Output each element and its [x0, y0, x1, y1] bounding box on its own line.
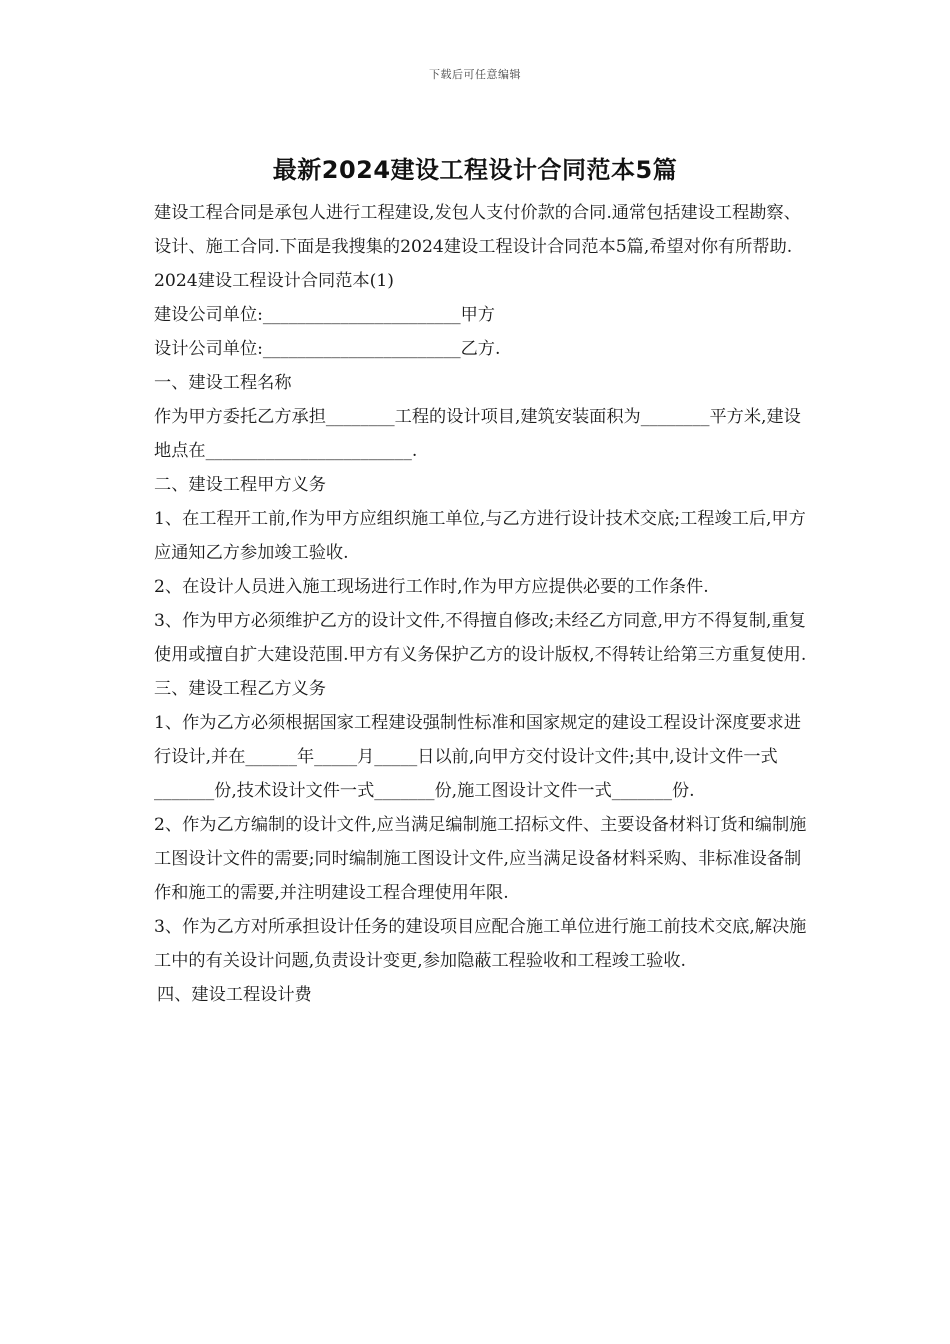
section-heading: 四、建设工程设计费: [157, 985, 312, 1005]
clause-paragraph: 2、作为乙方编制的设计文件,应当满足编制施工招标文件、主要设备材料订货和编制施工图设计文件的需要;同时编制施工图设计文件,应当满足设备材料采购、非标准设备制作和施工的需要,并注明建设工程合理使用年限.: [154, 815, 807, 903]
clause-paragraph: 3、作为甲方必须维护乙方的设计文件,不得擅自修改;未经乙方同意,甲方不得复制,重复使用或擅自扩大建设范围.甲方有义务保护乙方的设计版权,不得转让给第三方重复使用.: [154, 611, 807, 665]
party-a-line: 建设公司单位:_______________________甲方: [154, 305, 495, 325]
document-body: [144, 196, 814, 1012]
party-b-line: 设计公司单位:_______________________乙方.: [154, 339, 501, 359]
section-heading: 一、建设工程名称: [154, 373, 292, 393]
clause-paragraph: 2、在设计人员进入施工现场进行工作时,作为甲方应提供必要的工作条件.: [154, 577, 709, 597]
clause-paragraph: 1、在工程开工前,作为甲方应组织施工单位,与乙方进行设计技术交底;工程竣工后,甲方应通知乙方参加竣工验收.: [154, 509, 806, 563]
document-title: 最新2024建设工程设计合同范本5篇: [272, 156, 678, 184]
clause-paragraph: 1、作为乙方必须根据国家工程建设强制性标准和国家规定的建设工程设计深度要求进行设计,并在______年_____月_____日以前,向甲方交付设计文件;其中,设计文件一式_______份,技术设计文件一式_______份,施工图设计文件一式_______份.: [154, 713, 801, 801]
contract-heading: 2024建设工程设计合同范本(1): [154, 271, 394, 291]
section-heading: 二、建设工程甲方义务: [154, 475, 326, 495]
header-note: 下载后可任意编辑: [429, 68, 521, 81]
section-heading: 三、建设工程乙方义务: [154, 679, 326, 699]
intro-paragraph: 建设工程合同是承包人进行工程建设,发包人支付价款的合同.通常包括建设工程勘察、设计、施工合同.下面是我搜集的2024建设工程设计合同范本5篇,希望对你有所帮助.: [154, 203, 801, 257]
clause-paragraph: 3、作为乙方对所承担设计任务的建设项目应配合施工单位进行施工前技术交底,解决施工中的有关设计问题,负责设计变更,参加隐蔽工程验收和工程竣工验收.: [154, 917, 807, 971]
clause-paragraph: 作为甲方委托乙方承担________工程的设计项目,建筑安装面积为________平方米,建设地点在________________________.: [154, 407, 801, 461]
